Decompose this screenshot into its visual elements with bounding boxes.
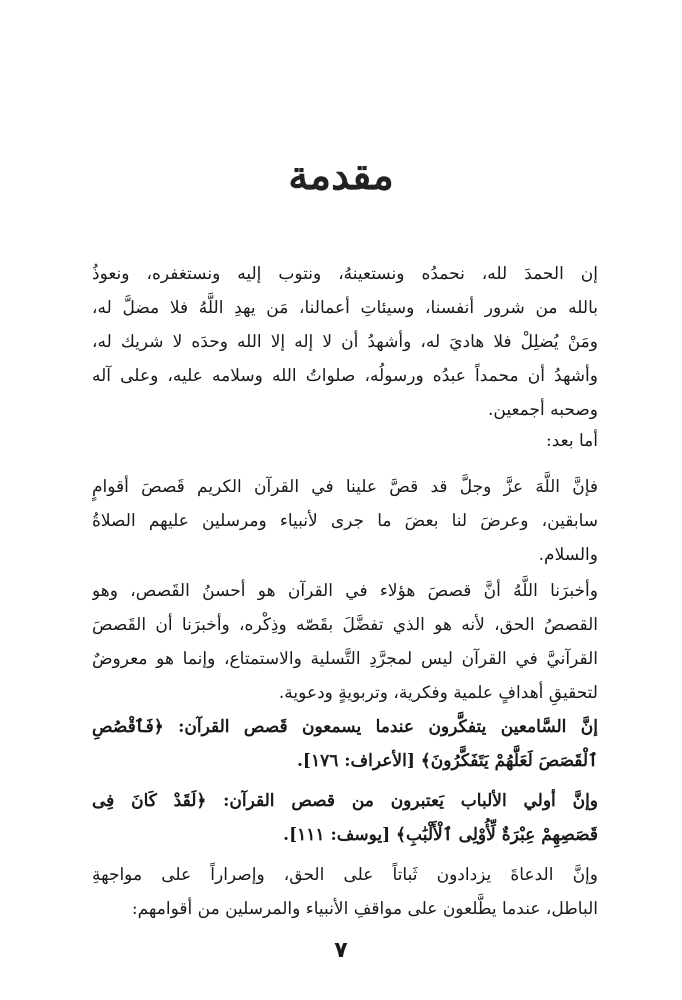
paragraph-amma-baad: [92, 424, 598, 458]
text-line: وأشهدُ أن محمداً عبدُه ورسولُه، صلواتُ الله وسلامه عليه، وعلى آله: [92, 366, 598, 386]
paragraph-listeners-reflect: [92, 710, 598, 778]
text-line: ومَنْ يُضلِلْ فلا هاديَ له، وأشهدُ أن لا إله إلا الله وحدَه لا شريك له،: [92, 332, 598, 352]
text-line: ٱلْقَصَصَ لَعَلَّهُمْ يَتَفَكَّرُونَ﴾ [الأعراف: ١٧٦].: [296, 751, 598, 771]
paragraph-quran-stories: [92, 470, 598, 572]
page-number: ٧: [334, 938, 348, 963]
text-line: أما بعد:: [546, 431, 598, 451]
paragraph-callers-steadfastness: [92, 858, 598, 926]
paragraph-best-stories: [92, 574, 598, 710]
text-line: وأخبرَنا اللَّهُ أنَّ قصصَ هؤلاء في القرآن هو أحسنُ القَصص، وهو: [92, 581, 598, 601]
paragraph-opening-praise: [92, 257, 598, 427]
text-line: وصحبه أجمعين.: [487, 400, 598, 420]
text-line: فإنَّ اللَّهَ عزَّ وجلَّ قد قصَّ علينا في القرآن الكريم قَصصَ أقوامٍ: [92, 477, 598, 497]
text-line: بالله من شرور أنفسنا، وسيئاتِ أعمالنا، مَن يهدِ اللَّهُ فلا مضلَّ له،: [92, 298, 598, 318]
text-line: الباطل، عندما يطَّلعون على مواقفِ الأنبياء والمرسلين من أقوامهم:: [131, 899, 598, 919]
text-line: القصصُ الحق، لأنه هو الذي تفضَّلَ بقَصّه وذِكْره، وأخبرَنا أن القَصصَ: [92, 615, 598, 635]
text-line: إن الحمدَ لله، نحمدُه ونستعينهُ، ونتوب إليه ونستغفره، ونعوذُ: [92, 264, 598, 284]
paragraph-people-of-understanding: [92, 784, 598, 852]
page-heading: مقدمة: [288, 152, 394, 199]
text-line: القرآنيَّ في القرآن ليس لمجرَّدِ التَّسلية والاستمتاع، وإنما هو معروضٌ: [92, 649, 598, 669]
text-line: والسلام.: [538, 545, 598, 565]
text-line: وإنَّ الدعاةَ يزدادون ثَباتاً على الحق، وإصراراً على مواجهةِ: [92, 865, 598, 885]
text-line: إنَّ السَّامعين يتفكَّرون عندما يسمعون قَصص القرآن: ﴿فَٱقْصُصِ: [92, 717, 598, 737]
text-line: وإنَّ أولي الألباب يَعتبرون من قصص القرآن: ﴿لَقَدْ كَانَ فِى: [92, 791, 598, 811]
text-line: قَصَصِهِمْ عِبْرَةٌ لِّأُوْلِى ٱلْأَلْبَٰبِ﴾ [يوسف: ١١١].: [283, 825, 598, 845]
text-line: لتحقيقِ أهدافٍ علمية وفكرية، وتربويةٍ ودعوية.: [278, 683, 598, 703]
text-line: سابقين، وعرضَ لنا بعضَ ما جرى لأنبياء ومرسلين عليهم الصلاةُ: [92, 511, 598, 531]
